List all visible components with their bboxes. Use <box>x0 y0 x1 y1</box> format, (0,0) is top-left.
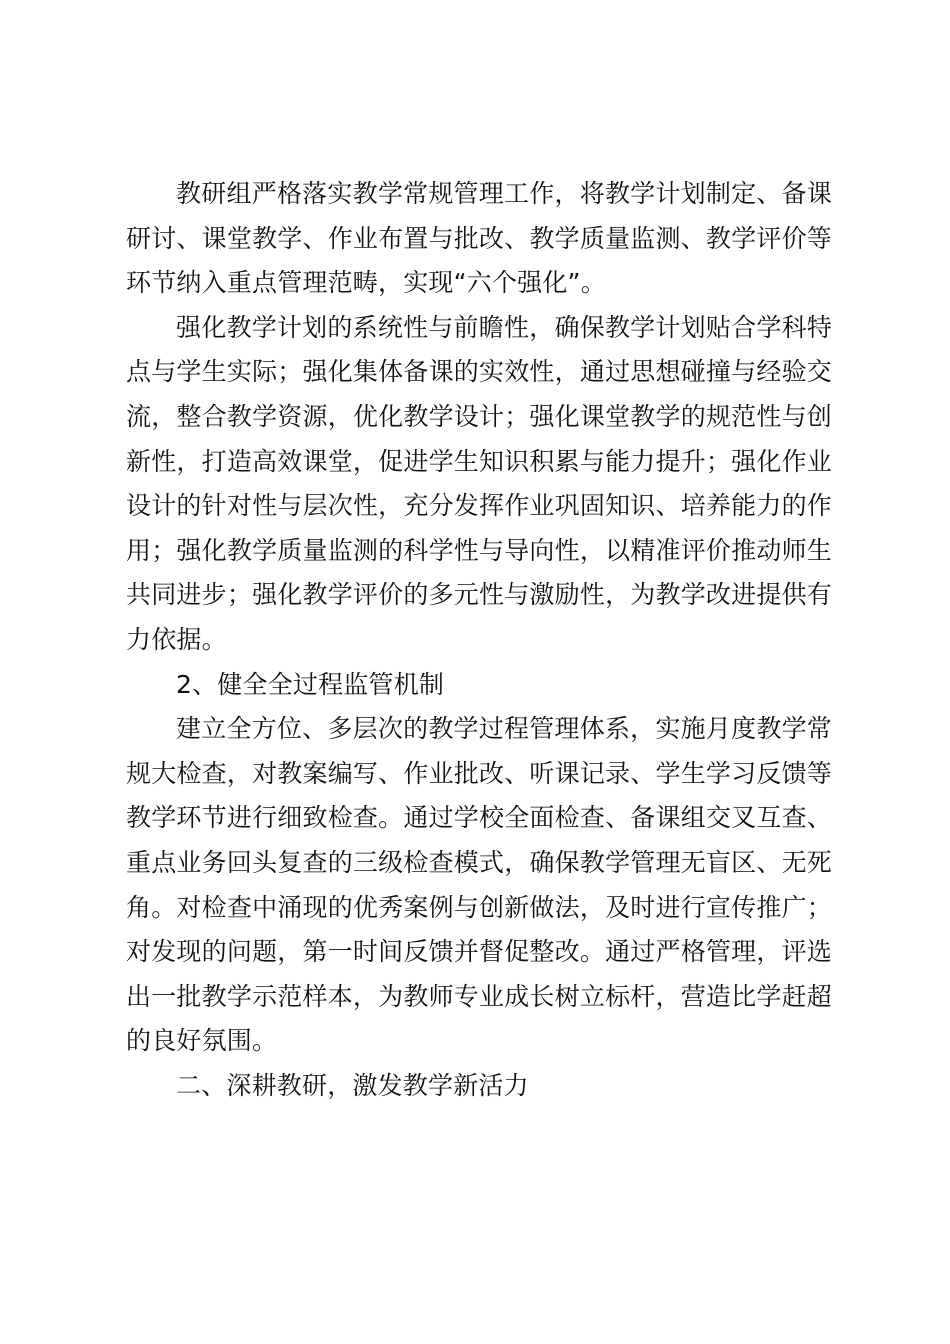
paragraph-six-strengthenings: 强化教学计划的系统性与前瞻性，确保教学计划贴合学科特点与学生实际；强化集体备课的实效性，通过思想碰撞与经验交流，整合教学资源，优化教学设计；强化课堂教学的规范性与创新性，打造高效课堂，促进学生知识积累与能力提升；强化作业设计的针对性与层次性，充分发挥作业巩固知识、培养能力的作用；强化教学质量监测的科学性与导向性，以精准评价推动师生共同进步；强化教学评价的多元性与激励性，为教学改进提供有力依据。 <box>126 312 832 654</box>
section-heading-supervision: 2、健全全过程监管机制 <box>176 669 445 699</box>
paragraph-supervision-mechanism: 建立全方位、多层次的教学过程管理体系，实施月度教学常规大检查，对教案编写、作业批改、听课记录、学生学习反馈等教学环节进行细致检查。通过学校全面检查、备课组交叉互查、重点业务回头复查的三级检查模式，确保教学管理无盲区、无死角。对检查中涌现的优秀案例与创新做法，及时进行宣传推广；对发现的问题，第一时间反馈并督促整改。通过严格管理，评选出一批教学示范样本，为教师专业成长树立标杆，营造比学赶超的良好氛围。 <box>126 714 832 1056</box>
section-heading-teaching-research: 二、深耕教研，激发教学新活力 <box>176 1070 529 1100</box>
paragraph-routine-management: 教研组严格落实教学常规管理工作，将教学计划制定、备课研讨、课堂教学、作业布置与批改、教学质量监测、教学评价等环节纳入重点管理范畴，实现“六个强化”。 <box>126 179 832 298</box>
document-page <box>126 172 832 1108</box>
